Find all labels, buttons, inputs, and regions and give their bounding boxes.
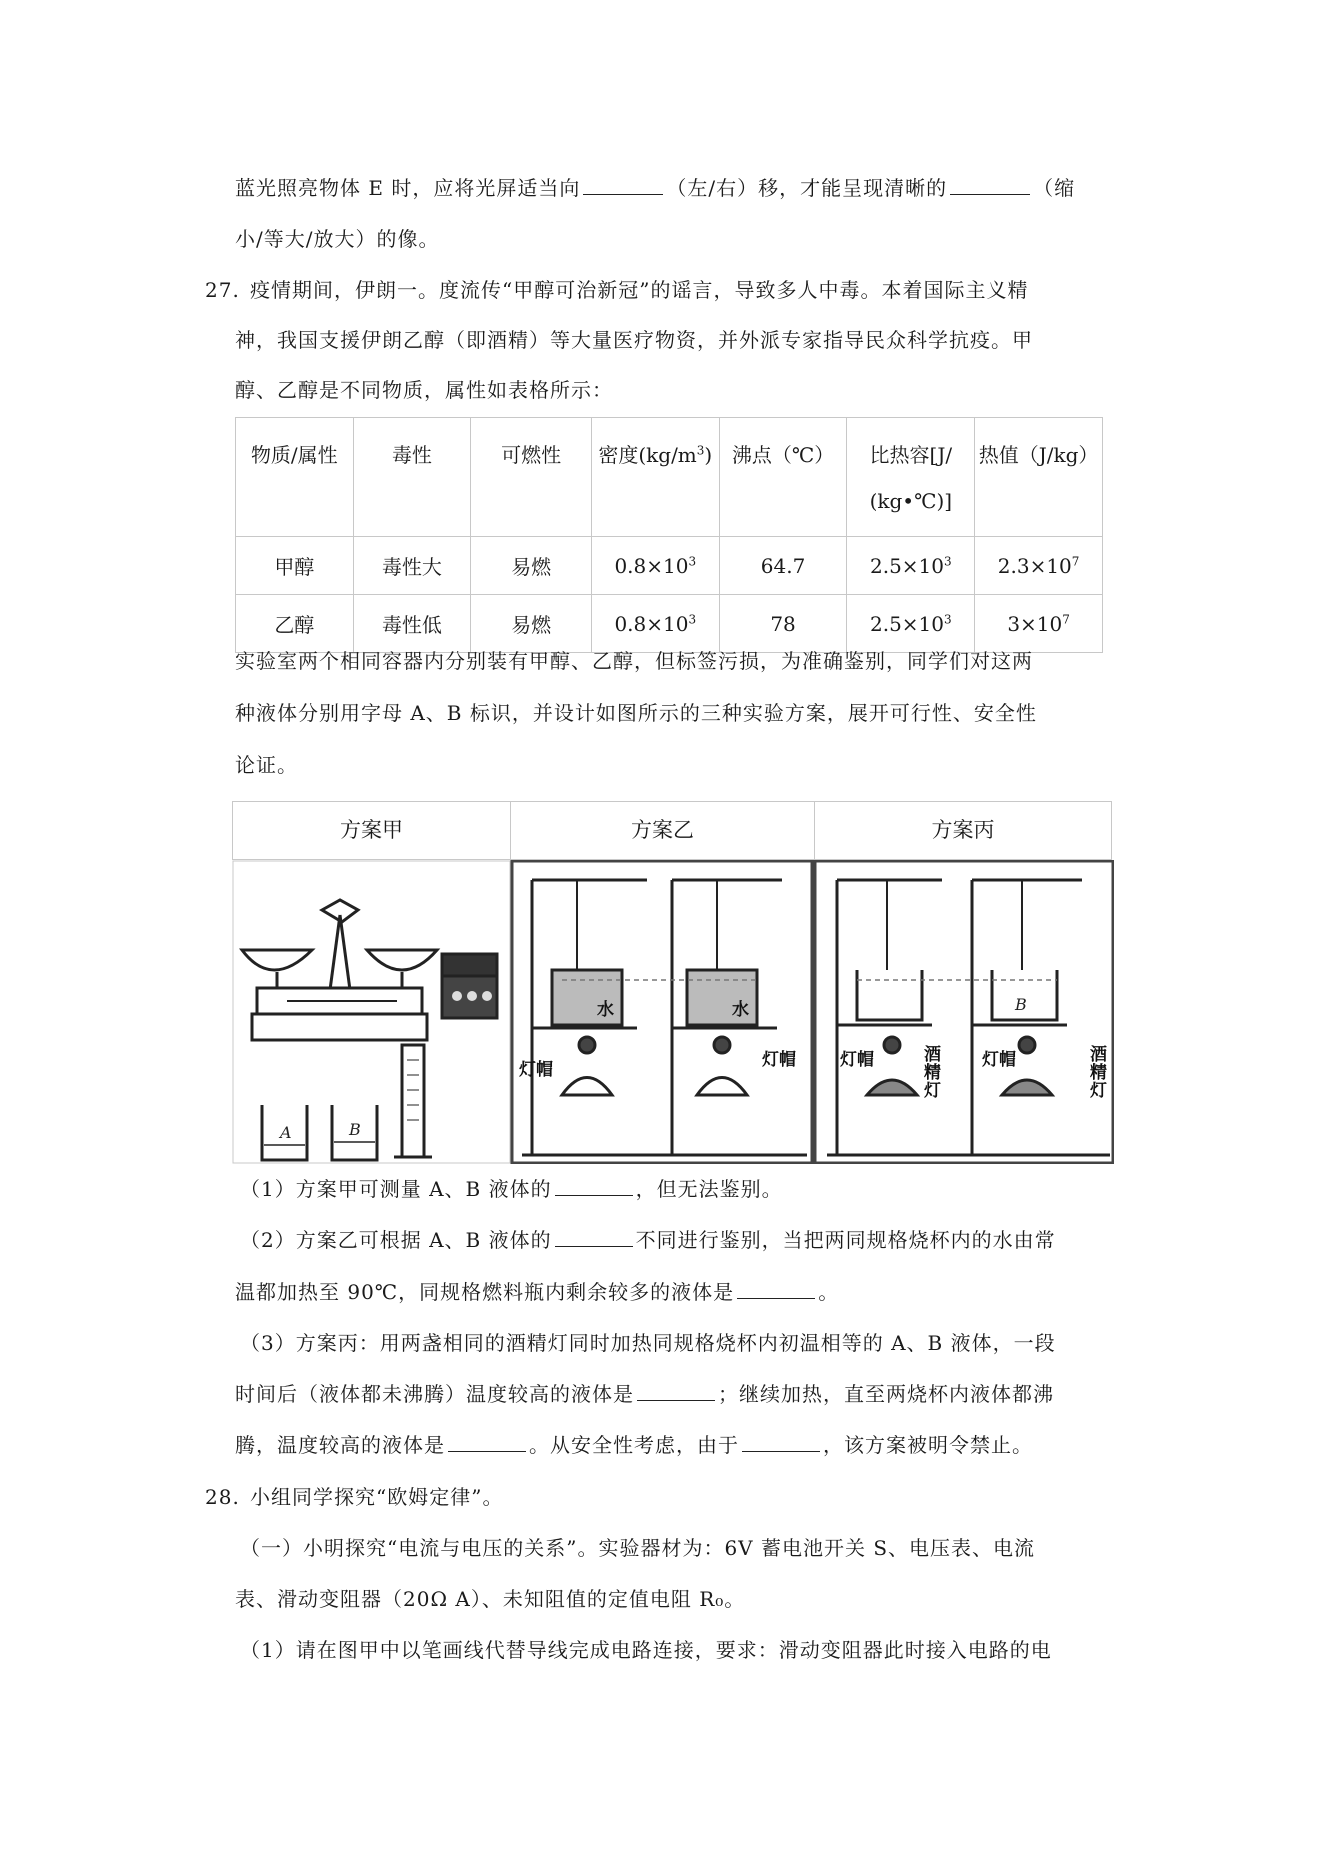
- text-line: （1）请在图甲中以笔画线代替导线完成电路连接，要求：滑动变阻器此时接入电路的电: [240, 1638, 1052, 1662]
- heating-stand-icon: [672, 880, 782, 1155]
- lamp-label: 酒: [1090, 1045, 1107, 1065]
- heating-stand-icon: [522, 880, 807, 1155]
- experiment-scheme-figure: [232, 801, 1114, 1166]
- heating-stand-icon: [827, 880, 1110, 1155]
- text-line: 醇、乙醇是不同物质，属性如表格所示：: [235, 378, 613, 402]
- weight-box-icon: [442, 954, 497, 1018]
- table-header-cell: 沸点（℃）: [719, 418, 847, 537]
- text-line: 种液体分别用字母 A、B 标识，并设计如图所示的三种实验方案，展开可行性、安全性: [235, 701, 1037, 725]
- table-cell: 78: [719, 595, 847, 653]
- text-line: 小组同学探究“欧姆定律”。: [250, 1485, 504, 1509]
- answer-blank: [583, 176, 663, 195]
- water-label: 水: [597, 1000, 614, 1020]
- cap-label: 灯帽: [762, 1050, 796, 1070]
- table-header-cell: 物质/属性: [236, 418, 354, 537]
- table-cell: $0.8\times 10^3$: [591, 537, 719, 595]
- table-header-cell: 热值（J/kg）: [975, 418, 1103, 537]
- text-line: （一）小明探究“电流与电压的关系”。实验器材为：6V 蓄电池开关 S、电压表、电流: [240, 1536, 1036, 1560]
- cap-label: 灯帽: [982, 1050, 1016, 1070]
- scheme-title-jia: 方案甲: [233, 802, 511, 859]
- answer-blank: [637, 1382, 715, 1401]
- answer-blank: [448, 1433, 526, 1452]
- text-line: 实验室两个相同容器内分别装有甲醇、乙醇，但标签污损，为准确鉴别，同学们对这两: [235, 649, 1033, 673]
- text-line: 温都加热至 90℃，同规格燃料瓶内剩余较多的液体是 。: [235, 1280, 840, 1304]
- answer-blank: [555, 1177, 633, 1196]
- table-header-cell: 密度$(kg/m^3)$: [591, 418, 719, 537]
- table-row: [236, 537, 1103, 595]
- table-header-cell: 比热容[J/ (kg•℃)]: [847, 418, 975, 537]
- table-cell: 毒性大: [353, 537, 471, 595]
- question-number: 28.: [205, 1485, 240, 1509]
- text-line: （1）方案甲可测量 A、B 液体的 ，但无法鉴别。: [240, 1177, 783, 1201]
- cap-label: 灯帽: [840, 1050, 874, 1070]
- table-header-row: [236, 418, 1103, 537]
- table-cell: $2.5\times 10^3$: [847, 595, 975, 653]
- question-number: 27.: [205, 278, 240, 302]
- answer-blank: [555, 1228, 633, 1247]
- cap-label: 灯帽: [519, 1060, 553, 1080]
- table-header-cell: 可燃性: [471, 418, 592, 537]
- text-line: 蓝光照亮物体 E 时，应将光屏适当向 （左/右）移，才能呈现清晰的 （缩: [235, 176, 1076, 200]
- text-line: 神，我国支援伊朗乙醇（即酒精）等大量医疗物资，并外派专家指导民众科学抗疫。甲: [235, 328, 1033, 352]
- lamp-label: 酒: [924, 1045, 941, 1065]
- table-cell: $0.8\times 10^3$: [591, 595, 719, 653]
- scheme-title-yi: 方案乙: [511, 802, 815, 859]
- scheme-header: [232, 801, 1112, 860]
- table-header-cell: 毒性: [353, 418, 471, 537]
- table-cell: 毒性低: [353, 595, 471, 653]
- table-cell: 甲醇: [236, 537, 354, 595]
- beaker-label-b: B: [1015, 995, 1027, 1014]
- table-cell: 64.7: [719, 537, 847, 595]
- lamp-label: 灯: [924, 1081, 941, 1101]
- lamp-label: 精: [924, 1063, 941, 1083]
- property-table: [235, 417, 1103, 653]
- text-line: 表、滑动变阻器（20Ω A）、未知阻值的定值电阻 R₀。: [235, 1587, 746, 1611]
- table-cell: $3\times 10^7$: [975, 595, 1103, 653]
- table-cell: $2.3\times 10^7$: [975, 537, 1103, 595]
- table-cell: 乙醇: [236, 595, 354, 653]
- scheme-drawings: [232, 860, 1114, 1164]
- table-row: [236, 595, 1103, 653]
- table-cell: $2.5\times 10^3$: [847, 537, 975, 595]
- text-line: 时间后（液体都未沸腾）温度较高的液体是 ；继续加热，直至两烧杯内液体都沸: [235, 1382, 1054, 1406]
- lamp-label: 精: [1090, 1063, 1107, 1083]
- heating-stand-icon: [972, 880, 1082, 1155]
- text-line: （3）方案丙：用两盏相同的酒精灯同时加热同规格烧杯内初温相等的 A、B 液体，一段: [240, 1331, 1056, 1355]
- answer-blank: [737, 1280, 815, 1299]
- text-line: 疫情期间，伊朗一。度流传“甲醇可治新冠”的谣言，导致多人中毒。本着国际主义精: [250, 278, 1029, 302]
- lamp-label: 灯: [1090, 1081, 1107, 1101]
- water-label: 水: [732, 1000, 749, 1020]
- answer-blank: [950, 176, 1030, 195]
- answer-blank: [742, 1433, 820, 1452]
- table-cell: 易燃: [471, 537, 592, 595]
- table-cell: 易燃: [471, 595, 592, 653]
- text-line: 论证。: [235, 753, 298, 777]
- text-line: 腾，温度较高的液体是 。从安全性考虑，由于 ，该方案被明令禁止。: [235, 1433, 1033, 1457]
- text-line: 小/等大/放大）的像。: [235, 227, 440, 251]
- measuring-cylinder-icon: [394, 1045, 432, 1157]
- text-line: （2）方案乙可根据 A、B 液体的 不同进行鉴别，当把两同规格烧杯内的水由常: [240, 1228, 1056, 1252]
- balance-scale-icon: [242, 900, 437, 1040]
- beaker-label-b: B: [349, 1120, 361, 1139]
- scheme-title-bing: 方案丙: [931, 818, 995, 842]
- beaker-label-a: A: [280, 1123, 292, 1142]
